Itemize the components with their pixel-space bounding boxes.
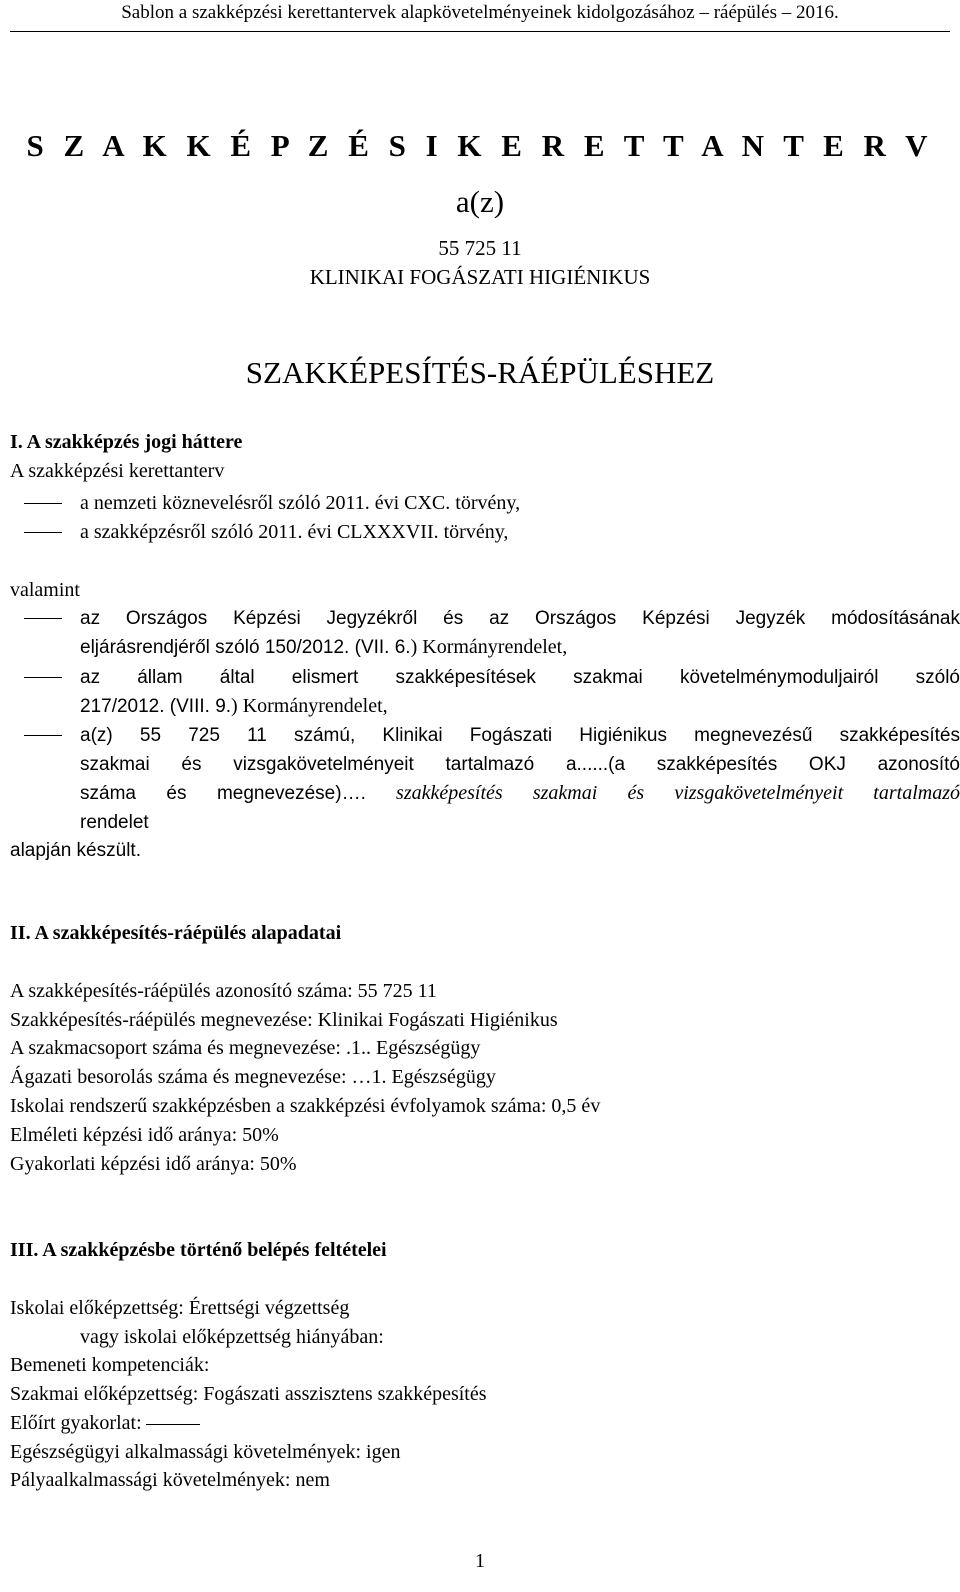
basic-data-line: A szakmacsoport száma és megnevezése: .1.. Egészségügy <box>10 1037 481 1059</box>
basic-data-line: Iskolai rendszerű szakképzésben a szakképzési évfolyamok száma: 0,5 év <box>10 1095 601 1117</box>
ra-title: SZAKKÉPESÍTÉS-RÁÉPÜLÉSHEZ <box>245 355 715 390</box>
career-requirements: Pályaalkalmassági követelmények: nem <box>10 1469 330 1491</box>
page-number: 1 <box>475 1550 485 1572</box>
document-title: S Z A K K É P Z É S I K E R E T T A N T E R V <box>26 128 934 163</box>
regulation-line <box>80 779 960 808</box>
regulation-line: a(z) 55 725 11 számú, Klinikai Fogászati Higiénikus megnevezésű szakképesítés <box>80 725 960 746</box>
section-3-heading: III. A szakképzésbe történő belépés feltételei <box>10 1239 387 1261</box>
health-requirements: Egészségügyi alkalmassági követelmények: igen <box>10 1441 401 1463</box>
regulation-text-serif: ) Kormányrendelet, <box>231 695 388 717</box>
dash-bullet <box>24 532 62 533</box>
prior-education: Iskolai előképzettség: Érettségi végzettség <box>10 1297 350 1319</box>
dash-bullet <box>24 618 62 619</box>
valamint-label: valamint <box>10 579 80 601</box>
dash-none <box>146 1424 200 1425</box>
dash-bullet <box>24 735 62 736</box>
title-az: a(z) <box>455 184 505 219</box>
section-1-intro: A szakképzési kerettanterv <box>10 460 225 482</box>
basic-data-line: Gyakorlati képzési idő aránya: 50% <box>10 1153 297 1175</box>
regulation-line <box>80 692 960 721</box>
required-practice-label: Előírt gyakorlat: <box>10 1412 142 1434</box>
basic-data-line: Ágazati besorolás száma és megnevezése: …1. Egészségügy <box>10 1066 496 1088</box>
dash-bullet <box>24 677 62 678</box>
law-text: a nemzeti köznevelésről szóló 2011. évi CXC. törvény, <box>80 492 521 514</box>
qualification-name: KLINIKAI FOGÁSZATI HIGIÉNIKUS <box>309 265 651 289</box>
dash-bullet <box>24 503 62 504</box>
regulation-text-sans: száma és megnevezése)…. <box>80 783 366 804</box>
regulation-line: szakmai és vizsgakövetelményeit tartalmazó a......(a szakképesítés OKJ azonosító <box>80 754 960 775</box>
section-1-closing: alapján készült. <box>10 840 141 861</box>
section-2-heading: II. A szakképesítés-ráépülés alapadatai <box>10 922 342 944</box>
regulation-text-sans: eljárásrendjéről szóló 150/2012. (VII. 6. <box>80 637 411 658</box>
law-text: a szakképzésről szóló 2011. évi CLXXXVII. törvény, <box>80 521 509 543</box>
required-practice <box>10 1409 950 1438</box>
regulation-text-serif: ) Kormányrendelet, <box>410 636 568 658</box>
regulation-line: az Országos Képzési Jegyzékről és az Országos Képzési Jegyzék módosításának <box>80 608 960 629</box>
basic-data-line: A szakképesítés-ráépülés azonosító száma: 55 725 11 <box>10 980 437 1002</box>
prior-education-alt: vagy iskolai előképzettség hiányában: <box>80 1326 384 1348</box>
input-competencies: Bemeneti kompetenciák: <box>10 1354 210 1376</box>
regulation-text-sans: 217/2012. (VIII. 9. <box>80 696 232 717</box>
qualification-code: 55 725 11 <box>438 236 522 260</box>
regulation-line <box>80 633 960 662</box>
basic-data-line: Elméleti képzési idő aránya: 50% <box>10 1124 279 1146</box>
professional-prior: Szakmai előképzettség: Fogászati asszisztens szakképesítés <box>10 1383 487 1405</box>
regulation-line: az állam által elismert szakképesítések szakmai követelménymoduljairól szóló <box>80 667 960 688</box>
running-header: Sablon a szakképzési kerettantervek alapkövetelményeinek kidolgozásához – ráépülés – 2016. <box>121 2 839 23</box>
section-1-heading: I. A szakképzés jogi háttere <box>10 431 243 453</box>
regulation-line: rendelet <box>80 812 149 833</box>
header-divider <box>10 31 950 32</box>
regulation-text-italic: szakképesítés szakmai és vizsgakövetelményeit tartalmazó <box>365 782 960 804</box>
basic-data-line: Szakképesítés-ráépülés megnevezése: Klinikai Fogászati Higiénikus <box>10 1009 558 1031</box>
